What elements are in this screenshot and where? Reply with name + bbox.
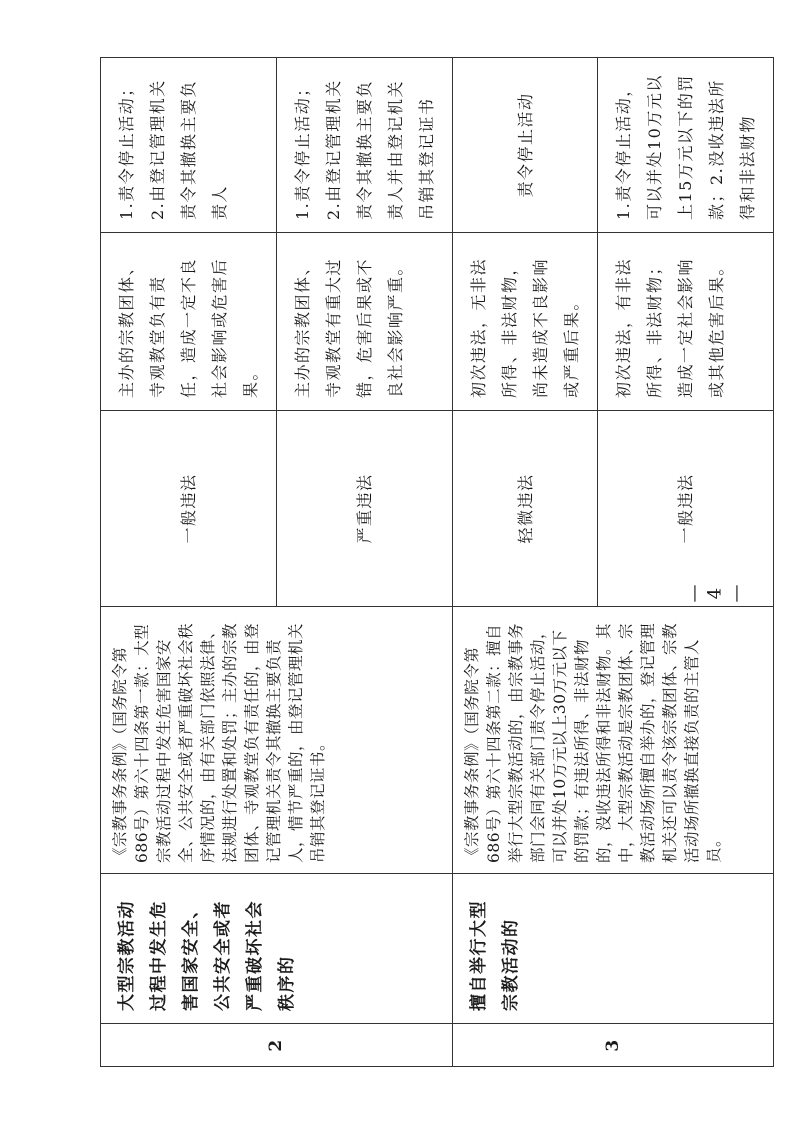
violation-degree: 严重违法 <box>277 411 453 607</box>
violation-circumstance: 主办的宗教团体、寺观教堂负有责任，造成一定不良社会影响或危害后果。 <box>101 233 277 411</box>
legal-basis: 《宗教事务条例》（国务院令第686号）第六十四条第二款：擅自举行大型宗教活动的，由宗教事务部门会同有关部门责令停止活动，可以并处10万元以上30万元以下的罚款；有违法所得、非法财物的，没收违法所得和非法财物。其中，大型宗教活动是宗教团体、宗教活动场所擅自举办的，登记管理机关还可以责令该宗教团体、宗教活动场所撤换直接负责的主管人员。 <box>453 607 774 874</box>
violation-circumstance: 初次违法，有非法所得、非法财物；造成一定社会影响或其他危害后果。 <box>598 233 774 411</box>
row-number: 2 <box>101 1024 453 1067</box>
violation-degree: 一般违法 <box>101 411 277 607</box>
penalty-standard: 1.责令停止活动；2.由登记管理机关责令其撤换主要负责人 <box>101 58 277 233</box>
table-row <box>101 58 277 1067</box>
penalty-standard: 责令停止活动 <box>453 58 598 233</box>
penalty-standard: 1.责令停止活动；2.由登记管理机关责令其撤换主要负责人并由登记机关吊销其登记证书 <box>277 58 453 233</box>
rotated-table-wrapper <box>100 58 763 1067</box>
page-number: — 4 — <box>683 580 747 603</box>
violation-degree: 一般违法 <box>598 411 774 607</box>
penalty-standard: 1.责令停止活动，可以并处10万元以上15万元以下的罚款；2.没收违法所得和非法财物 <box>598 58 774 233</box>
violation-circumstance: 主办的宗教团体、寺观教堂有重大过错，危害后果或不良社会影响严重。 <box>277 233 453 411</box>
violation-circumstance: 初次违法，无非法所得、非法财物，尚未造成不良影响或严重后果。 <box>453 233 598 411</box>
violation-degree: 轻微违法 <box>453 411 598 607</box>
violation-item: 擅自举行大型宗教活动的 <box>453 874 774 1024</box>
penalty-standards-table <box>100 57 774 1067</box>
table-row <box>453 58 598 1067</box>
row-number: 3 <box>453 1024 774 1067</box>
legal-basis: 《宗教事务条例》（国务院令第686号）第六十四条第一款：大型宗教活动过程中发生危害国家安全、公共安全或者严重破坏社会秩序情况的，由有关部门依照法律、法规进行处置和处罚；主办的宗教团体、寺观教堂负有责任的，由登记管理机关责令其撤换主要负责人，情节严重的，由登记管理机关吊销其登记证书。 <box>101 607 453 874</box>
violation-item: 大型宗教活动过程中发生危害国家安全、公共安全或者严重破坏社会秩序的 <box>101 874 453 1024</box>
